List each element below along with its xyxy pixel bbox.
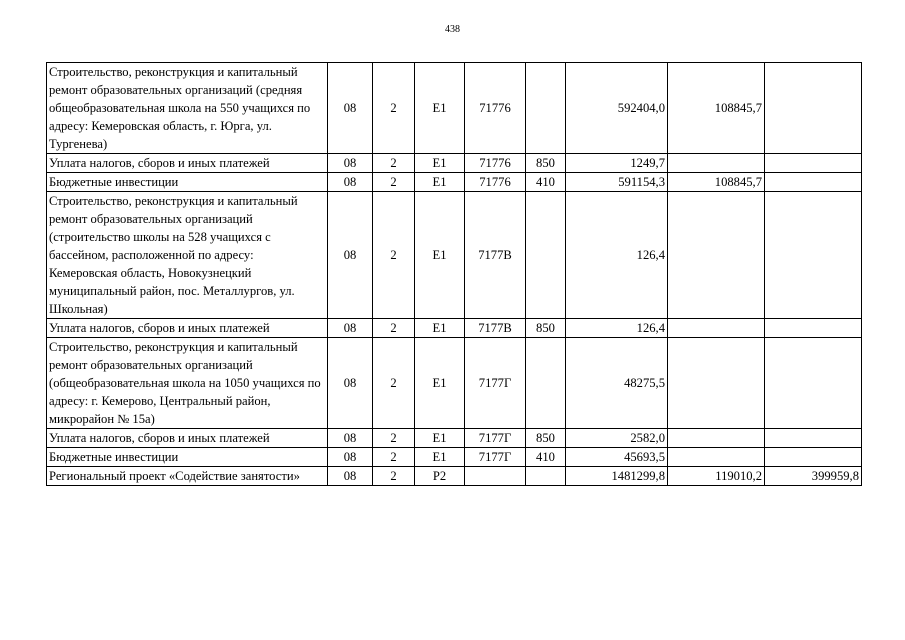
table-row	[47, 448, 862, 467]
row-name-cell: Уплата налогов, сборов и иных платежей	[47, 154, 328, 173]
amount-1-cell: 126,4	[566, 192, 668, 319]
subsection-code-cell: 2	[373, 192, 415, 319]
amount-3-cell	[765, 319, 862, 338]
amount-2-cell	[668, 448, 765, 467]
amount-2-cell	[668, 429, 765, 448]
table-row	[47, 338, 862, 429]
table-row	[47, 429, 862, 448]
subsection-code-cell: 2	[373, 154, 415, 173]
subsection-code-cell: 2	[373, 173, 415, 192]
target-article-cell: 7177В	[465, 319, 526, 338]
section-code-cell: 08	[328, 154, 373, 173]
project-code-cell: E1	[415, 319, 465, 338]
subsection-code-cell: 2	[373, 319, 415, 338]
amount-2-cell: 119010,2	[668, 467, 765, 486]
expense-type-cell	[526, 63, 566, 154]
subsection-code-cell: 2	[373, 448, 415, 467]
amount-1-cell: 126,4	[566, 319, 668, 338]
amount-3-cell	[765, 154, 862, 173]
target-article-cell: 7177Г	[465, 448, 526, 467]
amount-3-cell	[765, 338, 862, 429]
section-code-cell: 08	[328, 467, 373, 486]
expense-type-cell	[526, 338, 566, 429]
project-code-cell: E1	[415, 173, 465, 192]
row-name-cell: Строительство, реконструкция и капитальный ремонт образовательных организаций (средняя общеобразовательная школа на 550 учащихся по адресу: Кемеровская область, г. Юрга, ул. Тургенева)	[47, 63, 328, 154]
amount-2-cell	[668, 319, 765, 338]
section-code-cell: 08	[328, 173, 373, 192]
amount-3-cell: 399959,8	[765, 467, 862, 486]
table-row	[47, 192, 862, 319]
target-article-cell: 7177Г	[465, 338, 526, 429]
project-code-cell: P2	[415, 467, 465, 486]
row-name-cell: Строительство, реконструкция и капитальный ремонт образовательных организаций (строительство школы на 528 учащихся с бассейном, расположенной по адресу: Кемеровская область, Новокузнецкий муниципальный район, пос. Металлургов, ул. Школьная)	[47, 192, 328, 319]
amount-2-cell	[668, 154, 765, 173]
project-code-cell: E1	[415, 448, 465, 467]
amount-1-cell: 1249,7	[566, 154, 668, 173]
table-row	[47, 63, 862, 154]
row-name-cell: Уплата налогов, сборов и иных платежей	[47, 319, 328, 338]
amount-1-cell: 592404,0	[566, 63, 668, 154]
section-code-cell: 08	[328, 448, 373, 467]
amount-2-cell: 108845,7	[668, 63, 765, 154]
budget-table	[46, 62, 862, 486]
amount-2-cell: 108845,7	[668, 173, 765, 192]
project-code-cell: E1	[415, 429, 465, 448]
budget-table-body	[47, 63, 862, 486]
amount-1-cell: 591154,3	[566, 173, 668, 192]
section-code-cell: 08	[328, 319, 373, 338]
project-code-cell: E1	[415, 63, 465, 154]
row-name-cell: Региональный проект «Содействие занятости»	[47, 467, 328, 486]
expense-type-cell: 850	[526, 154, 566, 173]
project-code-cell: E1	[415, 154, 465, 173]
expense-type-cell: 410	[526, 448, 566, 467]
target-article-cell: 7177Г	[465, 429, 526, 448]
row-name-cell: Бюджетные инвестиции	[47, 448, 328, 467]
table-row	[47, 319, 862, 338]
table-row	[47, 467, 862, 486]
expense-type-cell	[526, 192, 566, 319]
amount-3-cell	[765, 63, 862, 154]
amount-3-cell	[765, 192, 862, 319]
row-name-cell: Строительство, реконструкция и капитальный ремонт образовательных организаций (общеобразовательная школа на 1050 учащихся по адресу: г. Кемерово, Центральный район, микрорайон № 15а)	[47, 338, 328, 429]
target-article-cell: 71776	[465, 154, 526, 173]
subsection-code-cell: 2	[373, 63, 415, 154]
amount-3-cell	[765, 448, 862, 467]
target-article-cell	[465, 467, 526, 486]
subsection-code-cell: 2	[373, 429, 415, 448]
section-code-cell: 08	[328, 338, 373, 429]
project-code-cell: E1	[415, 192, 465, 319]
subsection-code-cell: 2	[373, 467, 415, 486]
target-article-cell: 71776	[465, 173, 526, 192]
expense-type-cell: 850	[526, 429, 566, 448]
subsection-code-cell: 2	[373, 338, 415, 429]
target-article-cell: 71776	[465, 63, 526, 154]
table-row	[47, 173, 862, 192]
section-code-cell: 08	[328, 429, 373, 448]
amount-2-cell	[668, 192, 765, 319]
amount-1-cell: 1481299,8	[566, 467, 668, 486]
project-code-cell: E1	[415, 338, 465, 429]
expense-type-cell	[526, 467, 566, 486]
page-number: 438	[445, 24, 460, 35]
amount-3-cell	[765, 429, 862, 448]
amount-2-cell	[668, 338, 765, 429]
amount-3-cell	[765, 173, 862, 192]
target-article-cell: 7177В	[465, 192, 526, 319]
table-row	[47, 154, 862, 173]
amount-1-cell: 2582,0	[566, 429, 668, 448]
section-code-cell: 08	[328, 63, 373, 154]
expense-type-cell: 850	[526, 319, 566, 338]
section-code-cell: 08	[328, 192, 373, 319]
row-name-cell: Бюджетные инвестиции	[47, 173, 328, 192]
expense-type-cell: 410	[526, 173, 566, 192]
amount-1-cell: 48275,5	[566, 338, 668, 429]
row-name-cell: Уплата налогов, сборов и иных платежей	[47, 429, 328, 448]
amount-1-cell: 45693,5	[566, 448, 668, 467]
